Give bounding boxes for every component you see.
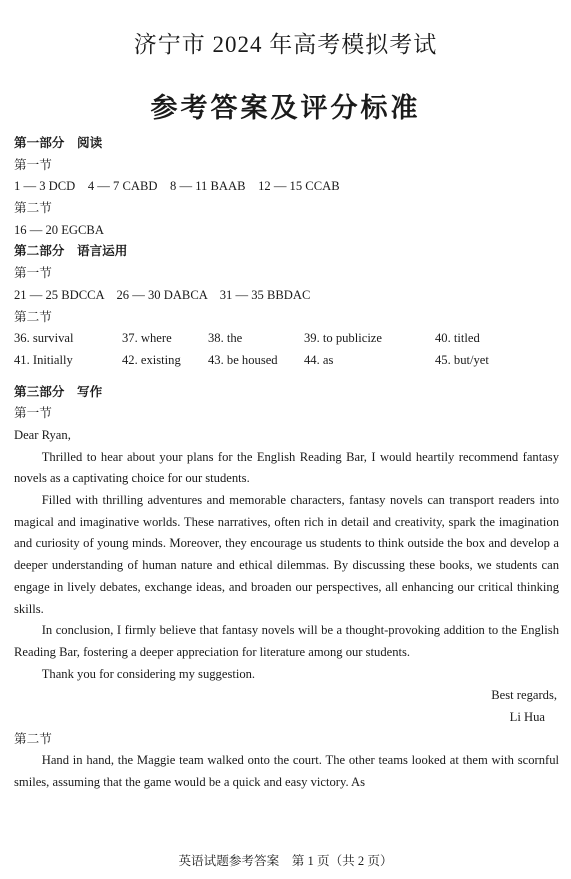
page-footer: 英语试题参考答案 第 1 页（共 2 页） bbox=[178, 854, 393, 868]
part3-section1-label: 第一节 bbox=[14, 406, 52, 421]
letter-closing: Best regards, bbox=[491, 688, 557, 703]
part2-section2-label: 第二节 bbox=[14, 309, 52, 324]
part1-section2-answers: 16 — 20 EGCBA bbox=[14, 222, 104, 237]
answer-45: 45. but/yet bbox=[435, 352, 489, 367]
document-title: 参考答案及评分标准 bbox=[150, 93, 421, 123]
answer-44: 44. as bbox=[304, 352, 334, 367]
letter-signature: Li Hua bbox=[509, 710, 545, 725]
exam-title: 济宁市 2024 年高考模拟考试 bbox=[133, 32, 438, 57]
part3-section2-label: 第二节 bbox=[14, 731, 52, 746]
answer-content bbox=[14, 133, 559, 794]
part2-heading: 第二部分 语言运用 bbox=[14, 244, 128, 259]
answer-36: 36. survival bbox=[14, 331, 74, 346]
part2-answers-row-2 bbox=[14, 350, 559, 372]
answer-39: 39. to publicize bbox=[304, 331, 382, 346]
letter-paragraph: Thank you for considering my suggestion. bbox=[41, 666, 256, 681]
part3-heading: 第三部分 写作 bbox=[14, 384, 103, 399]
part1-heading: 第一部分 阅读 bbox=[14, 136, 103, 150]
letter-paragraph: In conclusion, I firmly believe that fantasy novels will be a thought-provoking addition to the English Reading Bar, fostering a deeper appreciation for literature among our students. bbox=[14, 623, 559, 659]
letter-paragraph: Thrilled to hear about your plans for the English Reading Bar, I would heartily recommend fantasy novels as a captivating choice for our students. bbox=[14, 449, 559, 486]
answer-41: 41. Initially bbox=[14, 352, 73, 367]
answer-43: 43. be housed bbox=[208, 352, 278, 367]
answer-38: 38. the bbox=[208, 331, 243, 346]
part1-section2-label: 第二节 bbox=[14, 201, 52, 216]
answer-40: 40. titled bbox=[435, 331, 480, 346]
part1-section1-label: 第一节 bbox=[14, 157, 52, 172]
part2-section1-label: 第一节 bbox=[14, 266, 52, 281]
letter-paragraph: Filled with thrilling adventures and memorable characters, fantasy novels can transport readers into magical and imaginative worlds. These narratives, often rich in detail and creativity, spark the imagination and curiosity of young minds. Moreover, they encourage us students to think outside the box and develop a deeper understanding of human nature and ethical dilemmas. By discussing these books, we students can engage in lively debates, exchange ideas, and broaden our perspectives, all enhancing our critical thinking skills. bbox=[14, 493, 559, 616]
letter-salutation: Dear Ryan, bbox=[14, 427, 71, 442]
continuation-paragraph: Hand in hand, the Maggie team walked onto the court. The other teams looked at them with scornful smiles, assuming that the game would be a quick and easy victory. As bbox=[14, 753, 559, 790]
answer-37: 37. where bbox=[122, 331, 172, 346]
part2-answers-row-1 bbox=[14, 328, 559, 350]
part2-section1-answers: 21 — 25 BDCCA 26 — 30 DABCA 31 — 35 BBDAC bbox=[14, 287, 311, 302]
spacer bbox=[14, 372, 559, 382]
answer-42: 42. existing bbox=[122, 352, 181, 367]
part1-section1-answers: 1 — 3 DCD 4 — 7 CABD 8 — 11 BAAB 12 — 15 CCAB bbox=[14, 179, 340, 194]
